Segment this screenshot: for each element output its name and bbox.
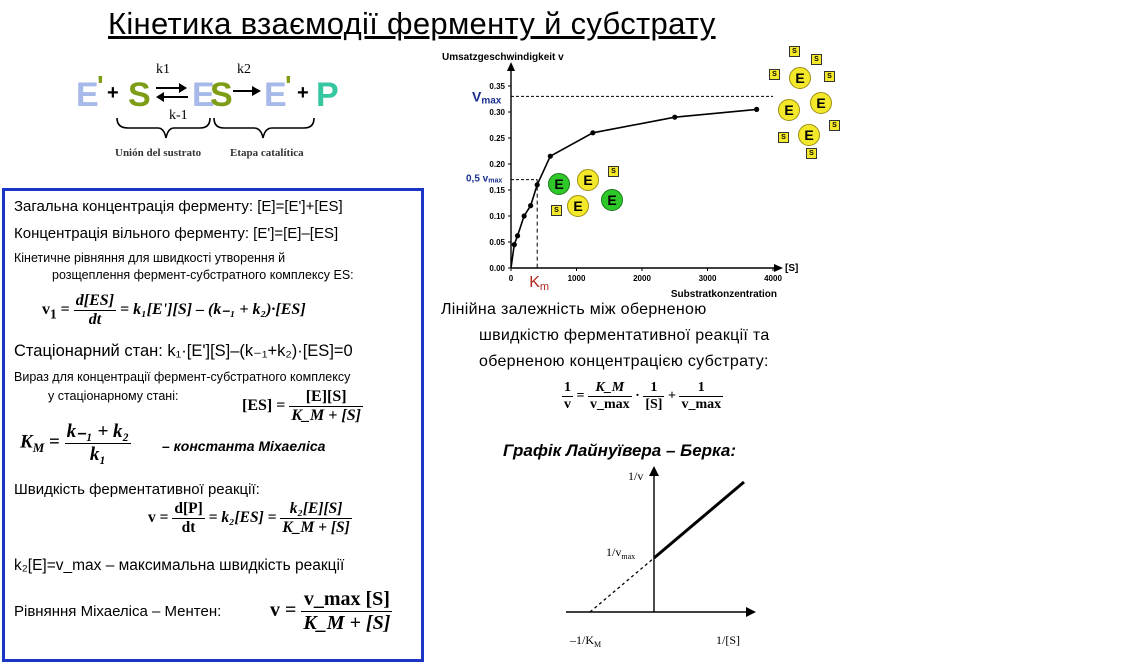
mm-y-arrow (507, 62, 515, 71)
mm-y-tick-label: 0.20 (489, 160, 505, 169)
eq5-num: v_max [S] (301, 588, 392, 612)
eq1-den: dt (88, 311, 102, 328)
es-expression-desc-1: Вираз для концентрації фермент-субстратного комплексу (14, 370, 351, 384)
eq1-num: d[ES] (75, 292, 115, 309)
mm-data-point (535, 182, 540, 187)
mm-x-arrow (774, 264, 783, 272)
page-title: Кінетика взаємодії ферменту й субстрату (108, 6, 716, 41)
enzyme-regenerated-e: E (264, 76, 287, 114)
eq4-num2: k₂[E][S] (280, 500, 351, 519)
lb-d4: v_max (681, 397, 722, 412)
michaelis-constant-note: – константа Міхаеліса (162, 438, 326, 454)
mm-x-tick-label: 2000 (633, 274, 651, 283)
equilibrium-arrows (154, 80, 190, 106)
k1-label: k1 (156, 62, 170, 77)
mm-data-point (528, 203, 533, 208)
mm-data-point (548, 154, 553, 159)
eq2-den: K_M + [S] (291, 407, 361, 424)
mm-data-point (590, 130, 595, 135)
mm-y-tick-label: 0.30 (489, 108, 505, 117)
mm-data-point (515, 233, 520, 238)
scheme-braces (114, 116, 318, 146)
reaction-rate-equation (148, 500, 352, 537)
mm-data-point (672, 115, 677, 120)
eq4-mid: = k₂[ES] = (208, 509, 277, 527)
lb-x-neg-label: $-1/K_M$ (570, 633, 602, 649)
eq3-sub: M (32, 440, 45, 456)
reaction-rate-text: Швидкість ферментативної реакції: (14, 481, 260, 498)
eq5-den: K_M + [S] (303, 612, 391, 634)
substrate-icon: S (806, 148, 817, 159)
lb-x-label: 1/[S] (716, 633, 740, 647)
kinetic-eq-desc-2: розщеплення фермент-субстратного комплексу ES: (52, 268, 354, 282)
free-enzyme-text: Концентрація вільного ферменту: [E']=[E]–[ES] (14, 225, 339, 242)
eq4-lhs: v = (148, 509, 169, 527)
enzyme-saturated-icon: E (810, 92, 832, 114)
mm-y-tick-label: 0.35 (489, 82, 505, 91)
eq1-sub: 1 (50, 306, 57, 322)
lb-description-3: оберненою концентрацією субстрату: (479, 353, 769, 370)
lb-n2: K_M (588, 380, 632, 397)
enzyme-bound-icon-1: E (577, 169, 599, 191)
lb-intercept-label: $1/v_{max}$ (606, 545, 636, 561)
prime-mark-2: ' (285, 70, 292, 101)
mm-vmax-label: Vmax (472, 88, 502, 107)
k2-label: k2 (237, 62, 251, 77)
caption-substrate-binding: Unión del sustrato (115, 147, 202, 159)
mm-x-unit: [S] (785, 263, 799, 274)
michaelis-menten-equation (270, 588, 392, 635)
enzyme-bound-icon-2: E (567, 195, 589, 217)
product-p: P (316, 76, 339, 114)
substrate-icon: S (824, 71, 835, 82)
mm-x-tick-label: 3000 (698, 274, 717, 283)
mm-y-tick-label: 0.05 (489, 238, 505, 247)
plus-2: + (297, 82, 309, 104)
eq3-lhs: K (20, 431, 33, 453)
mm-y-tick-label: 0.10 (489, 212, 505, 221)
mm-x-tick-label: 1000 (567, 274, 586, 283)
enzyme-free-icon-2: E (601, 189, 623, 211)
eq3-num: k₋₁ + k₂ (66, 421, 130, 442)
enzyme-saturated-icon: E (798, 124, 820, 146)
mm-y-tick-label: 0.15 (489, 186, 505, 195)
lb-data-line (654, 482, 744, 558)
catalysis-arrow (232, 84, 262, 98)
mm-curve (511, 109, 757, 268)
eq1-rhs: = k₁[E'][S] – (k₋₁ + k₂)·[ES] (120, 301, 306, 319)
lb-n1: 1 (564, 380, 571, 395)
lb-graph-title: Графік Лайнуївера – Берка: (503, 441, 736, 460)
substrate-icon: S (789, 46, 800, 57)
plus-1: + (107, 82, 119, 104)
substrate-icon: S (778, 132, 789, 143)
enzyme-free-e: E (76, 76, 99, 114)
eq2-lhs: [ES] = (242, 397, 286, 415)
lb-description-2: швидкістю ферментативної реакції та (479, 327, 770, 344)
enzyme-saturated-icon: E (778, 99, 800, 121)
substrate-icon: S (769, 69, 780, 80)
lb-x-arrow (746, 607, 756, 617)
eq3-den: k₁ (89, 444, 106, 465)
mm-x-tick-label: 0 (508, 274, 514, 283)
enzyme-saturated-icon: E (789, 67, 811, 89)
mm-x-tick-label: 4000 (764, 274, 782, 283)
es-expression-desc-2: у стаціонарному стані: (48, 389, 179, 403)
eq4-den1: dt (181, 519, 196, 536)
mm-y-title: Umsatzgeschwindigkeit v (442, 52, 564, 63)
lb-d1: v (564, 397, 571, 412)
mm-x-title: Substratkonzentration (670, 289, 777, 300)
eq2-num: [E][S] (289, 388, 363, 407)
lineweaver-burk-chart (560, 462, 790, 658)
mm-km-label: Km (529, 274, 550, 293)
lb-n3: 1 (643, 380, 664, 397)
rate-equation-es: $v_1$ = $\frac{d[ES]}{dt}$ = k₁[E'][S] – (k₋₁ + k₂)·[ES] (42, 292, 306, 328)
mm-data-point (512, 242, 517, 247)
eq4-num1: d[P] (174, 500, 203, 517)
complex-es-s: S (210, 76, 233, 114)
mm-half-vmax-label: 0,5 vmax (466, 173, 503, 185)
vmax-text: k₂[E]=v_max – максимальна швидкість реакції (14, 557, 345, 574)
kinetic-eq-desc-1: Кінетичне рівняння для швидкості утворення й (14, 251, 286, 265)
es-steady-state-equation (242, 388, 363, 425)
prime-mark-1: ' (97, 70, 104, 101)
eq4-den2: K_M + [S] (282, 519, 350, 536)
substrate-icon: S (551, 205, 562, 216)
mm-y-tick-label: 0.00 (489, 264, 505, 273)
mm-data-point (754, 107, 759, 112)
eq1-lhs: v (42, 301, 50, 319)
steady-state-text: Стаціонарний стан: k₁·[E'][S]–(k₋₁+k₂)·[ES]=0 (14, 342, 353, 360)
lb-description-1: Лінійна залежність між оберненою (441, 301, 707, 318)
lb-extrapolation (590, 558, 654, 612)
total-enzyme-text: Загальна концентрація ферменту: [E]=[E']+[ES] (14, 198, 343, 215)
mm-data-point (522, 213, 527, 218)
k-1-label: k-1 (169, 108, 188, 123)
eq5-lhs: v = (270, 599, 297, 622)
enzyme-free-icon-1: E (548, 173, 570, 195)
michaelis-menten-label: Рівняння Міхаеліса – Ментен: (14, 603, 222, 620)
lb-d2: v_max (589, 397, 630, 412)
caption-catalytic-step: Etapa catalítica (230, 147, 304, 159)
lb-d3: [S] (645, 397, 663, 412)
lb-n4: 1 (679, 380, 723, 397)
complex-es-e: E (192, 76, 215, 114)
substrate-icon: S (608, 166, 619, 177)
substrate-s: S (128, 76, 151, 114)
substrate-icon: S (811, 54, 822, 65)
michaelis-constant-equation: $K_M$ = $\frac{\text{k₋₁ + k₂}}{\text{k₁}}$ (20, 421, 130, 465)
substrate-icon: S (829, 120, 840, 131)
lb-y-label: 1/v (628, 469, 644, 483)
lb-equation: $\frac{1}{v}$ = $\frac{K\_M}{v\_\max}$ · $\frac{1}{[S]}$ + $\frac{1}{v\_\max}$ (564, 380, 722, 412)
lb-y-arrow (649, 466, 659, 476)
mm-y-tick-label: 0.25 (489, 134, 505, 143)
